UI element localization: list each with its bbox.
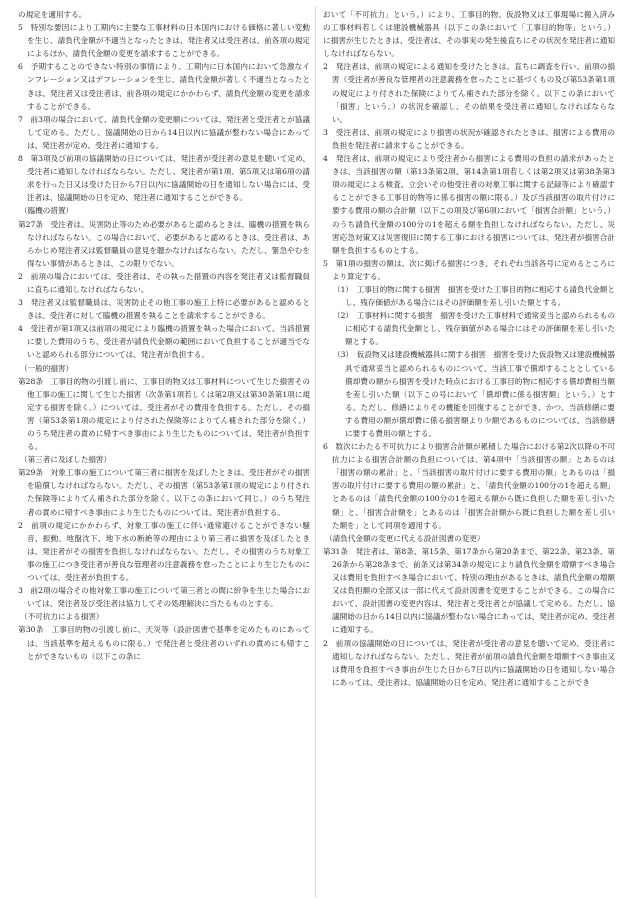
left-clause-paragraph: 3 発注者又は監督職員は、災害防止その他工事の施工上特に必要があると認めるときは、受注者に対して臨機の措置を執ることを請求することができる。 <box>18 298 310 321</box>
right-article-paragraph: 第31条 発注者は、第8条、第15条、第17条から第20条まで、第22条、第23条、第26条から第28条まで、前条又は第34条の規定により請負代金額を増額すべき場合又は費用を負担すべき場合において、特別の理由があるときは、請負代金額の増額又は負担額の全部又は一部に代えて設計図書を変更することができる。この場合において、設計図書の変更内容は、発注者と受注者とが協議して定める。ただし、協議開始の日から14日以内に協議が整わない場合にあっては、発注者が定め、受注者に通知する。 <box>323 546 615 635</box>
left-article-heading: （一般的損害） <box>20 363 74 373</box>
right-continued-text: おいて「不可抗力」という。）により、工事目的物、仮設物又は工事現場に搬入済みの工事材料若しくは建設機械器具（以下この条において「工事目的物等」という。）に損害が生じたときは、受注者は、その事実の発生後直ちにその状況を発注者に通知しなければならない。 <box>323 10 615 59</box>
left-clause-paragraph: 5 特別な要因により工期内に主要な工事材料の日本国内における価格に著しい変動を生じ、請負代金額が不適当となったときは、発注者又は受注者は、前各項の規定によるほか、請負代金額の変更を請求することができる。 <box>18 23 310 59</box>
left-article-paragraph: 第29条 対象工事の施工について第三者に損害を及ぼしたときは、受注者がその損害を賠償しなければならない。ただし、その損害（第53条第1項の規定により付された保険等によりてん補された部分を除く。以下この条において同じ。）のうち発注者の責めに帰すべき事由により生じたものについては、発注者が負担する。 <box>18 468 310 517</box>
right-sub-item: （1） 工事目的物に関する損害 損害を受けた工事目的物に相応する請負代金額とし、残存価値がある場合にはその評価額を差し引いた額とする。 <box>333 284 615 308</box>
left-article-paragraph: 第30条 工事目的物の引渡し前に、天災等（設計図書で基準を定めたものにあっては、当該基準を超えるものに限る。）で発注者と受注者のいずれの責めにも帰すことができないもの（以下この条に <box>18 625 310 661</box>
right-article-heading: （請負代金額の変更に代える設計図書の変更） <box>325 533 485 543</box>
left-clause-paragraph: 2 前項の規定にかかわらず、対象工事の施工に伴い通常避けることができない騒音、振動、地盤沈下、地下水の断絶等の理由により第三者に損害を及ぼしたときは、発注者がその損害を負担しなければならない。ただし、その損害のうち対象工事の施工につき受注者が善良な管理者の注意義務を怠ったことにより生じたものについては、受注者が負担する。 <box>18 520 310 583</box>
right-sub-item: （2） 工事材料に関する損害 損害を受けた工事材料で通常妥当と認められるものに相応する請負代金額とし、残存価値がある場合にはその評価額を差し引いた額とする。 <box>333 311 615 347</box>
left-article-heading: （不可抗力による損害） <box>20 612 104 622</box>
left-article-paragraph: 第28条 工事目的物の引渡し前に、工事目的物又は工事材料について生じた損害その他工事の施工に関して生じた損害（次条第1項若しくは第2項又は第30条第1項に規定する損害を除く。）については、受注者がその費用を負担する。ただし、その損害（第53条第1項の規定により付された保険等によりてん補された部分を除く。）のうち発注者の責めに帰すべき事由により生じたものについては、発注者が負担する。 <box>18 376 310 452</box>
left-article-heading: （臨機の措置） <box>20 206 74 216</box>
left-clause-paragraph: 6 予期することのできない特別の事情により、工期内に日本国内において急激なインフレーション又はデフレーションを生じ、請負代金額が著しく不適当となったときは、発注者又は受注者は、前各項の規定にかかわらず、請負代金額の変更を請求することができる。 <box>18 62 310 111</box>
right-clause-paragraph: 6 数次にわたる不可抗力により損害合計額が累積した場合における第2次以降の不可抗力による損害合計額の負担については、第4項中「当該損害の額」とあるのは「損害の額の累計」と、「当該損害の取片付けに要する費用の額」とあるのは「損害の取片付けに要する費用の額の累計」と、「請負代金額の100分の1を超える額」とあるのは「請負代金額の100分の1を超える額から既に負担した額を差し引いた額」と、「損害合計額を」とあるのは「損害合計額から既に負担した額を差し引いた額を」として同項を適用する。 <box>323 442 615 530</box>
left-article-paragraph: 第27条 受注者は、災害防止等のため必要があると認めるときは、臨機の措置を執らなければならない。この場合において、必要があると認めるときは、受注者は、あらかじめ発注者又は監督職員の意見を聴かなければならない。ただし、緊急やむを得ない事情があるときは、この限りでない。 <box>18 219 310 268</box>
right-clause-paragraph: 2 発注者は、前項の規定による通知を受けたときは、直ちに調査を行い、前項の損害（受注者が善良な管理者の注意義務を怠ったことに基づくもの及び第53条第1項の規定により付された保険によりてん補された部分を除く。以下この条において「損害」という。）の状況を確認し、その結果を受注者に通知しなければならない。 <box>323 62 615 124</box>
left-clause-paragraph: 8 第3項及び前項の協議開始の日については、発注者が受注者の意見を聴いて定め、受注者に通知しなければならない。ただし、発注者が第1項、第5項又は第6項の請求を行った日又は受けた日から7日以内に協議開始の日を通知しない場合には、受注者は、協議開始の日を定め、発注者に通知することができる。 <box>18 154 310 203</box>
left-clause-paragraph: 4 受注者が第1項又は前項の規定により臨機の措置を執った場合において、当該措置に要した費用のうち、受注者が請負代金額の範囲において負担することが適当でないと認められる部分については、発注者が負担する。 <box>18 324 310 360</box>
left-column <box>18 8 310 663</box>
left-continued-text: の規定を適用する。 <box>18 10 87 19</box>
left-clause-paragraph: 7 前3項の場合において、請負代金額の変更額については、発注者と受注者とが協議して定める。ただし、協議開始の日から14日以内に協議が整わない場合にあっては、発注者が定め、受注者に通知する。 <box>18 114 310 150</box>
column-divider <box>315 6 316 898</box>
left-clause-paragraph: 3 前2項の場合その他対象工事の施工について第三者との間に紛争を生じた場合においては、発注者及び受注者は協力してその処理解決に当たるものとする。 <box>18 586 310 609</box>
left-article-heading: （第三者に及ぼした損害） <box>20 455 112 465</box>
right-clause-paragraph: 2 前項の協議開始の日については、発注者が受注者の意見を聴いて定め、受注者に通知しなければならない。ただし、発注者が前項の請負代金額を増額すべき事由又は費用を負担すべき事由が生じた日から7日以内に協議開始の日を通知しない場合にあっては、受注者は、協議開始の日を定め、発注者に通知することができ <box>323 638 615 687</box>
right-clause-paragraph: 5 第1項の損害の額は、次に掲げる損害につき、それぞれ当該各号に定めるところにより算定する。 <box>323 258 615 281</box>
left-clause-paragraph: 2 前項の場合においては、受注者は、その執った措置の内容を発注者又は監督職員に直ちに通知しなければならない。 <box>18 271 310 294</box>
right-clause-paragraph: 3 受注者は、前項の規定により損害の状況が確認されたときは、損害による費用の負担を発注者に請求することができる。 <box>323 127 615 150</box>
right-column <box>323 8 615 689</box>
right-sub-item: （3） 仮設物又は建設機械器具に関する損害 損害を受けた仮設物又は建設機械器具で通常妥当と認められるものについて、当該工事で償却することとしている償却費の額から損害を受けた時点における工事目的物に相応する償却費相当額を差し引いた額（以下この号において「償却費に係る損害額」という。）とする。ただし、修繕によりその機能を回復することができ、かつ、当該修繕に要する費用の額が償却費に係る損害額より少額であるものについては、当該修繕に要する費用の額とする。 <box>333 350 615 438</box>
right-clause-paragraph: 4 発注者は、前項の規定により受注者から損害による費用の負担の請求があったときは、当該損害の額（第13条第2項、第14条第1項若しくは第2項又は第38条第3項の規定による検査、立会いその他受注者の対象工事に関する記録等により確認することができる工事目的物等に係る損害の額に限る。）及び当該損害の取片付けに要する費用の額の合計額（以下この項及び第6項において「損害合計額」という。）のうち請負代金額の100分の1を超える額を負担しなければならない。ただし、災害応急対策又は災害復旧に関する工事における損害については、発注者が損害合計額を負担するものとする。 <box>323 154 615 255</box>
